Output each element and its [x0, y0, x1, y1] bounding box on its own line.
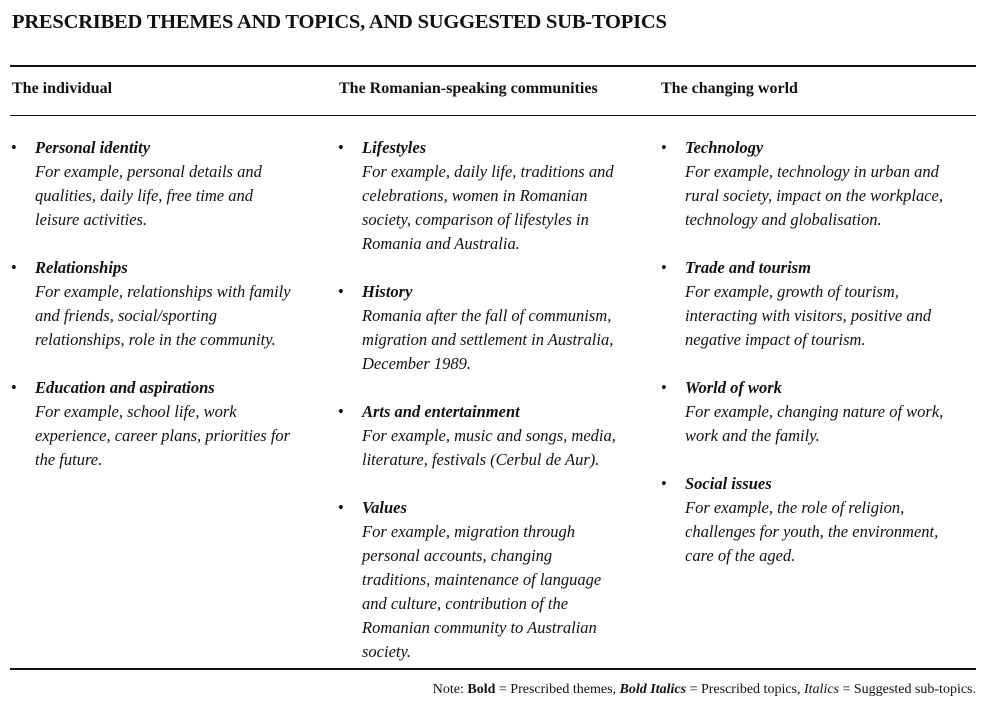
bullet-icon: •: [338, 498, 344, 517]
topic-name: Arts and entertainment: [362, 402, 520, 421]
topic-item: [11, 376, 291, 472]
topic-item: [661, 136, 961, 232]
topic-item: [661, 256, 961, 352]
topic-name: Personal identity: [35, 138, 151, 157]
topic-subtopics: For example, relationships with family and friends, social/sporting relationships, role in the community.: [35, 282, 291, 349]
note-bold-desc: = Prescribed themes,: [495, 682, 620, 697]
topic-subtopics: For example, growth of tourism, interacting with visitors, positive and negative impact of tourism.: [685, 282, 932, 349]
note-prefix: Note:: [432, 682, 468, 697]
theme-header-communities: The Romanian-speaking communities: [339, 80, 598, 97]
bullet-icon: •: [661, 378, 667, 397]
topic-item: [338, 280, 623, 376]
topic-subtopics: For example, technology in urban and rural society, impact on the workplace, technology and globalisation.: [685, 162, 943, 229]
bullet-icon: •: [338, 138, 344, 157]
page-title: PRESCRIBED THEMES AND TOPICS, AND SUGGESTED SUB-TOPICS: [12, 11, 667, 33]
topic-item: [661, 472, 961, 568]
topic-item: [11, 136, 291, 232]
topic-name: Values: [362, 498, 407, 517]
topic-item: [11, 256, 291, 352]
bullet-icon: •: [11, 138, 17, 157]
topic-subtopics: For example, personal details and qualities, daily life, free time and leisure activities.: [35, 162, 262, 229]
note-bold-italics-desc: = Prescribed topics,: [686, 682, 804, 697]
topic-item: [338, 136, 623, 256]
topic-item: [338, 400, 623, 472]
column-changing-world: [661, 136, 961, 592]
note-bold-label: Bold: [467, 682, 496, 697]
topic-name: World of work: [685, 378, 782, 397]
bullet-icon: •: [338, 402, 344, 421]
header-rule: [10, 115, 976, 116]
note-bold-italics-label: Bold Italics: [619, 682, 687, 697]
bullet-icon: •: [338, 282, 344, 301]
column-individual: [11, 136, 291, 496]
topic-name: Social issues: [685, 474, 772, 493]
topic-subtopics: For example, school life, work experience, career plans, priorities for the future.: [35, 402, 291, 469]
topic-name: History: [362, 282, 413, 301]
topic-subtopics: For example, music and songs, media, literature, festivals (Cerbul de Aur).: [362, 426, 616, 469]
bullet-icon: •: [11, 258, 17, 277]
topic-name: Lifestyles: [362, 138, 427, 157]
note-italics-desc: = Suggested sub-topics.: [839, 682, 976, 697]
topic-subtopics: For example, changing nature of work, work and the family.: [685, 402, 944, 445]
bullet-icon: •: [11, 378, 17, 397]
topic-subtopics: For example, migration through personal accounts, changing traditions, maintenance of language and culture, contribution of the Romanian community to Australian society.: [362, 522, 602, 661]
legend-note: [433, 682, 976, 698]
bullet-icon: •: [661, 474, 667, 493]
top-rule: [10, 65, 976, 67]
bullet-icon: •: [661, 258, 667, 277]
topic-name: Relationships: [35, 258, 128, 277]
note-italics-label: Italics: [804, 682, 839, 697]
topic-subtopics: Romania after the fall of communism, migration and settlement in Australia, December 1989.: [362, 306, 614, 373]
topic-subtopics: For example, daily life, traditions and celebrations, women in Romanian society, comparison of lifestyles in Romania and Australia.: [362, 162, 614, 253]
topic-name: Education and aspirations: [35, 378, 215, 397]
topic-subtopics: For example, the role of religion, challenges for youth, the environment, care of the aged.: [685, 498, 939, 565]
bottom-rule: [10, 668, 976, 670]
topic-item: [661, 376, 961, 448]
theme-header-changing-world: The changing world: [661, 80, 798, 97]
topic-item: [338, 496, 623, 664]
theme-header-individual: The individual: [12, 80, 113, 97]
topic-name: Trade and tourism: [685, 258, 811, 277]
bullet-icon: •: [661, 138, 667, 157]
column-communities: [338, 136, 623, 688]
topic-name: Technology: [685, 138, 764, 157]
